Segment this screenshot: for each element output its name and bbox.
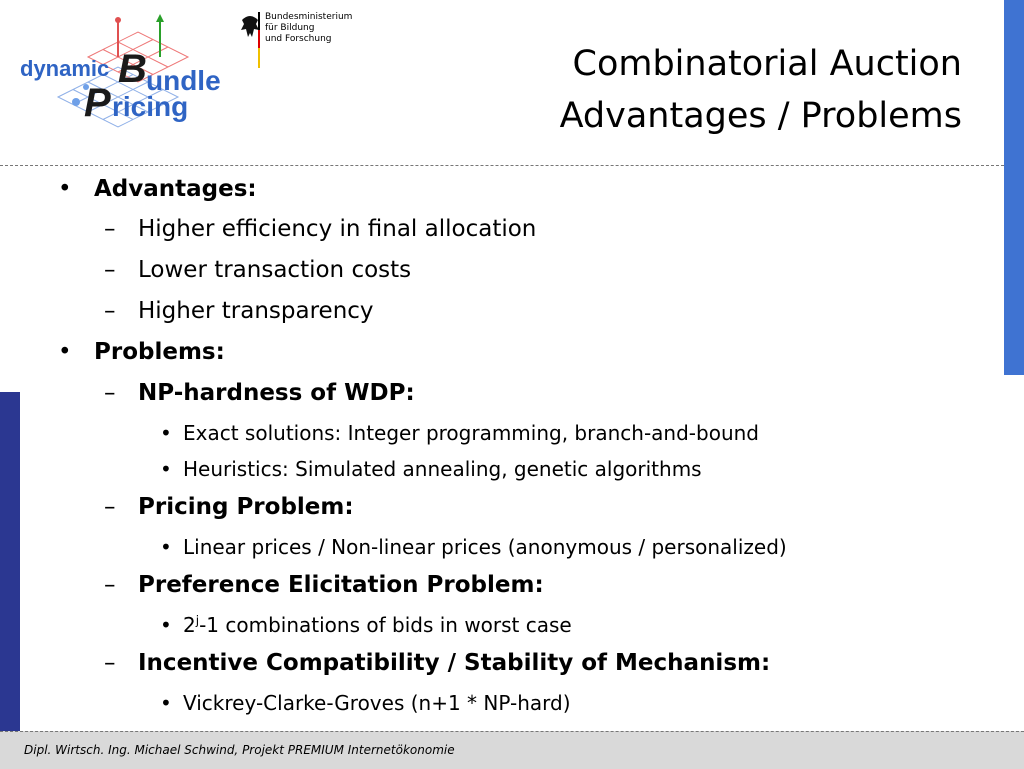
logo-word-dynamic: dynamic <box>20 56 110 81</box>
pref-superscript: j <box>195 613 200 628</box>
problem-pricing: – Pricing Problem: <box>104 494 354 520</box>
title-line-2: Advantages / Problems <box>559 96 962 136</box>
np-item: • Exact solutions: Integer programming, branch-and-bound <box>160 421 759 445</box>
incentive-heading: Incentive Compatibility / Stability of Mechanism: <box>138 650 771 676</box>
slide-title <box>560 38 962 142</box>
logo-graphic <box>18 12 248 132</box>
incentive-item-text: Vickrey-Clarke-Groves (n+1 * NP-hard) <box>183 691 571 715</box>
bullet-problems: • Problems: <box>58 339 225 365</box>
advantage-item: – Lower transaction costs <box>104 257 412 283</box>
title-line-1: Combinatorial Auction <box>572 44 962 84</box>
ministry-line-3: und Forschung <box>265 34 332 44</box>
pricing-heading: Pricing Problem: <box>138 494 354 520</box>
ministry-logo <box>236 10 356 70</box>
advantage-text: Lower transaction costs <box>138 257 412 283</box>
pref-item: • 2$^j$-1 combinations of bids in worst case <box>160 613 572 637</box>
problem-incentive-compatibility: – Incentive Compatibility / Stability of Mechanism: <box>104 650 771 676</box>
header-divider <box>0 165 1004 166</box>
advantage-item: – Higher efficiency in final allocation <box>104 216 537 242</box>
advantage-text: Higher transparency <box>138 298 374 324</box>
np-item: • Heuristics: Simulated annealing, genetic algorithms <box>160 457 702 481</box>
np-item-text: Exact solutions: Integer programming, branch-and-bound <box>183 421 759 445</box>
logo-word-ricing: ricing <box>112 91 189 122</box>
footer-text: Dipl. Wirtsch. Ing. Michael Schwind, Projekt PREMIUM Internetökonomie <box>24 743 455 757</box>
right-accent-bar <box>1004 0 1024 375</box>
federal-eagle-icon <box>236 10 264 70</box>
np-heading: NP-hardness of WDP: <box>138 380 415 406</box>
pref-rest: -1 combinations of bids in worst case <box>199 613 572 637</box>
advantages-heading: Advantages: <box>94 176 257 202</box>
advantage-item: – Higher transparency <box>104 298 374 324</box>
pref-base: 2 <box>183 613 196 637</box>
pricing-item: • Linear prices / Non-linear prices (anonymous / personalized) <box>160 535 787 559</box>
logo-letter-p: P <box>84 81 111 125</box>
ministry-line-2: für Bildung <box>265 23 315 33</box>
pref-heading: Preference Elicitation Problem: <box>138 572 544 598</box>
logo-letter-b: B <box>118 47 147 91</box>
np-item-text: Heuristics: Simulated annealing, genetic algorithms <box>183 457 702 481</box>
problem-preference-elicitation: – Preference Elicitation Problem: <box>104 572 544 598</box>
bullet-advantages: • Advantages: <box>58 176 257 202</box>
problems-heading: Problems: <box>94 339 225 365</box>
logo-word-undle: undle <box>146 65 221 96</box>
incentive-item: • Vickrey-Clarke-Groves (n+1 * NP-hard) <box>160 691 571 715</box>
problem-np-hardness: – NP-hardness of WDP: <box>104 380 415 406</box>
left-accent-bar <box>0 392 20 768</box>
advantage-text: Higher efficiency in final allocation <box>138 216 537 242</box>
dynamic-bundle-pricing-logo <box>18 12 248 132</box>
ministry-line-1: Bundesministerium <box>265 12 353 22</box>
pricing-item-text: Linear prices / Non-linear prices (anonymous / personalized) <box>183 535 787 559</box>
